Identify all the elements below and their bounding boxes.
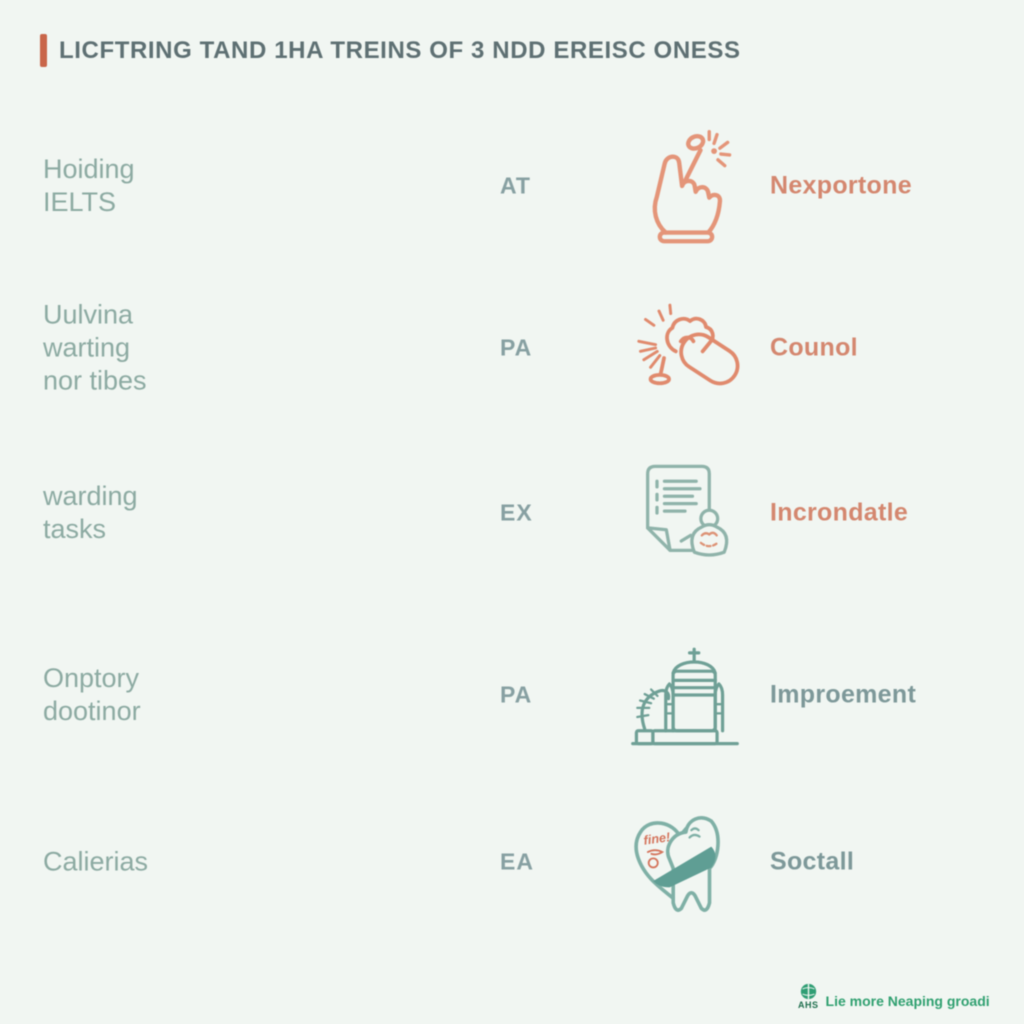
- item-value: Nexportone: [770, 171, 912, 200]
- item-code: EX: [500, 499, 533, 526]
- item-value: Counol: [770, 333, 858, 362]
- item-value: Incrondatle: [770, 498, 909, 527]
- item-label-line: Hoiding: [43, 154, 135, 184]
- item-code: AT: [500, 172, 531, 199]
- item-label: [43, 846, 373, 879]
- item-label-line: IELTS: [43, 187, 117, 217]
- list-item: [0, 284, 1024, 412]
- hand-sparkler-icon: [622, 123, 748, 249]
- list-item: [0, 449, 1024, 577]
- heart-tooth-icon: [622, 803, 748, 921]
- item-label-line: nor tibes: [43, 365, 147, 396]
- item-code: PA: [500, 334, 533, 361]
- list-item: [0, 798, 1024, 926]
- item-label-line: tasks: [43, 514, 107, 544]
- machine-icon: [622, 640, 748, 750]
- item-code: PA: [500, 681, 533, 708]
- item-label: [43, 153, 373, 219]
- item-label-line: Uulvina: [43, 299, 134, 330]
- heart-note-text: fine!: [642, 830, 672, 848]
- item-label: [43, 480, 373, 546]
- footer-logo-abbrev: AHS: [798, 1000, 819, 1010]
- fist-spark-icon: [622, 296, 748, 400]
- page-title: LICFTRING TAND 1HA TREINS OF 3 NDD EREISC ONESS: [59, 36, 741, 64]
- item-label-line: warting: [43, 332, 131, 363]
- list-item: [0, 122, 1024, 250]
- item-label: [43, 662, 373, 728]
- item-value: Soctall: [770, 847, 855, 876]
- item-code: EA: [500, 848, 534, 875]
- footer-branding: [798, 983, 990, 1010]
- item-label-line: Onptory: [43, 663, 140, 693]
- title-accent-bar: [40, 34, 47, 67]
- footer-logo: [798, 983, 819, 1010]
- item-value: Improement: [770, 680, 917, 709]
- page-header: [40, 34, 741, 67]
- globe-leaf-icon: [800, 983, 817, 1000]
- document-pouch-icon: [622, 457, 748, 569]
- footer-tagline: Lie more Neaping groadi: [825, 993, 990, 1009]
- item-label: [43, 299, 373, 398]
- list-item: [0, 631, 1024, 759]
- item-label-line: Calierias: [43, 846, 149, 877]
- item-label-line: warding: [43, 481, 138, 511]
- item-label-line: dootinor: [43, 696, 141, 726]
